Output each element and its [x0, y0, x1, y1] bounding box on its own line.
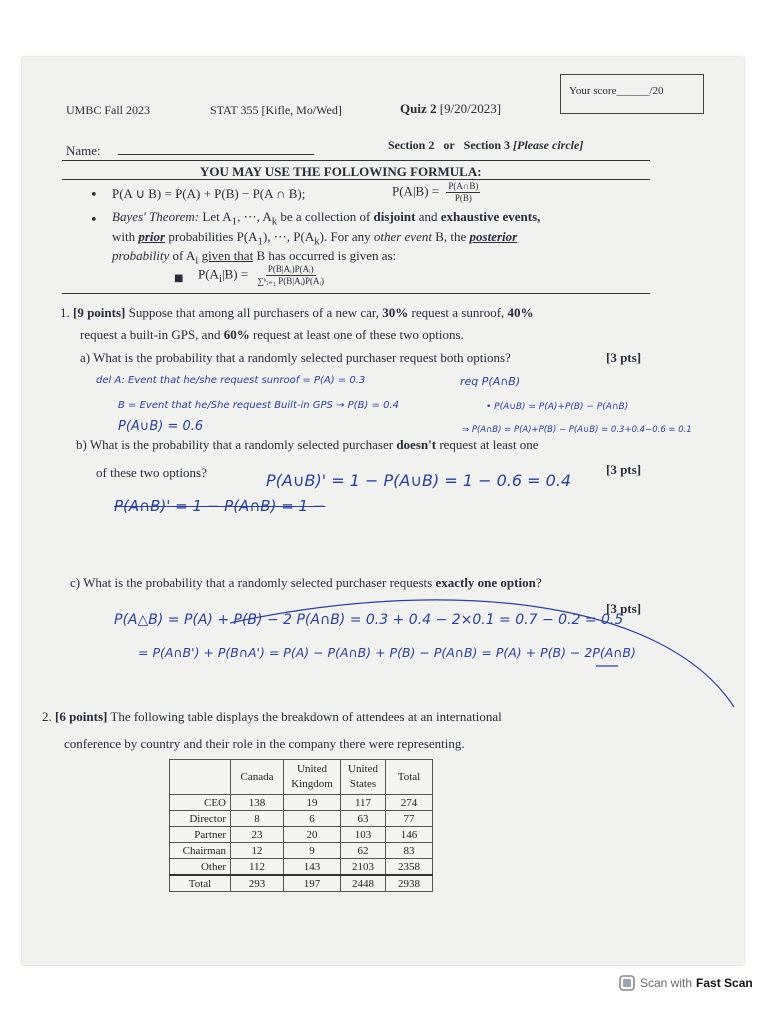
- hw-a-formula-2: ⇒ P(A∩B) = P(A)+P(B) − P(A∪B) = 0.3+0.4−0.6 = 0.1: [462, 425, 692, 435]
- hw-a-line-3: P(A∪B) = 0.6: [118, 419, 204, 434]
- watermark-prefix: Scan with: [640, 976, 693, 990]
- bayes-text-3: be a collection of: [277, 209, 374, 224]
- row-label: Partner: [170, 827, 231, 843]
- cell: 83: [386, 843, 433, 859]
- cell: 6: [284, 811, 341, 827]
- table-header-row: [170, 760, 433, 795]
- bayes-exhaustive: exhaustive events,: [440, 209, 541, 224]
- quiz-label: Quiz 2: [400, 101, 437, 116]
- bayes-num: P(B|Aᵢ)P(Aᵢ): [267, 264, 314, 274]
- section-2: Section 2: [388, 138, 435, 152]
- bayes-prior: prior: [138, 229, 166, 244]
- formula-union: P(A ∪ B) = P(A) + P(B) − P(A ∩ B);: [112, 186, 306, 201]
- q2-text-1: The following table displays the breakdown of attendees at an international: [107, 709, 502, 724]
- header-us: United States: [341, 760, 386, 795]
- sub-k: k: [271, 215, 278, 228]
- bayes-text-8: B, the: [431, 229, 470, 244]
- q1c-text-2: ?: [535, 575, 542, 590]
- cell: 2938: [386, 875, 433, 892]
- quiz-paper: [22, 57, 744, 965]
- table-row: [170, 843, 433, 859]
- hw-c-line-1: P(A△B) = P(A) + P(B) − 2 P(A∩B) = 0.3 + 0.4 − 2×0.1 = 0.7 − 0.2 = 0.5: [114, 612, 624, 628]
- quiz-date: [9/20/2023]: [439, 101, 502, 116]
- q1-text-3: request a built-in GPS, and: [80, 327, 224, 342]
- name-label: Name:: [66, 143, 101, 158]
- bullet-3: ■: [174, 273, 184, 284]
- hw-b-line-1: P(A∪B)' = 1 − P(A∪B) = 1 − 0.6 = 0.4: [266, 471, 572, 490]
- bayes-disjoint: disjoint: [373, 209, 416, 224]
- q1-text-2: request a sunroof,: [408, 305, 508, 320]
- cell: 8: [231, 811, 284, 827]
- q1-text-4: request at least one of these two options.: [249, 327, 464, 342]
- scan-watermark: [618, 972, 753, 994]
- bayes-text-5: probabilities P(A: [165, 229, 258, 244]
- bayes-text-6: ), ⋯, P(A: [262, 229, 315, 244]
- cell: 77: [386, 811, 433, 827]
- bayes-given-that: given that: [201, 248, 254, 263]
- bayes-posterior: posterior: [469, 229, 518, 244]
- total-label: Total: [170, 875, 231, 892]
- bayes-text-2: , ⋯, A: [237, 209, 272, 224]
- row-label: Chairman: [170, 843, 231, 859]
- q1b-pts: [3 pts]: [606, 462, 642, 477]
- cond-lhs: P(A|B) =: [392, 183, 440, 199]
- bullet-2: •: [90, 213, 98, 228]
- hw-a-line-1: del A: Event that he/she request sunroof = P(A) = 0.3: [96, 375, 366, 386]
- hw-a-req: req P(A∩B): [460, 375, 521, 388]
- bayes-and: and: [415, 209, 441, 224]
- q1a-pts: [3 pts]: [606, 350, 642, 365]
- hw-a-formula-1: • P(A∪B) = P(A)+P(B) − P(A∩B): [486, 402, 629, 412]
- bayes-text-4: with: [112, 229, 139, 244]
- bayes-other-event: other event: [373, 229, 432, 244]
- sub-1: 1: [231, 215, 238, 228]
- q1-points: [9 points]: [73, 305, 126, 320]
- bayes-lhs-2: |B) =: [221, 266, 249, 282]
- q1b-line-2: of these two options?: [96, 465, 207, 480]
- table-row: [170, 795, 433, 811]
- cell: 117: [341, 795, 386, 811]
- q1c-pts: [3 pts]: [606, 601, 642, 616]
- cell: 2358: [386, 859, 433, 876]
- cell: 112: [231, 859, 284, 876]
- section-3: Section 3: [463, 138, 511, 152]
- cell: 138: [231, 795, 284, 811]
- q2-line-2: conference by country and their role in the company there were representing.: [64, 736, 465, 751]
- cell: 19: [284, 795, 341, 811]
- score-label: Your score______/20: [569, 85, 664, 97]
- header-uk: United Kingdom: [284, 760, 341, 795]
- sub-i2: i: [218, 273, 222, 286]
- cell: 146: [386, 827, 433, 843]
- cell: 63: [341, 811, 386, 827]
- q1b-doesnt: doesn't: [396, 437, 437, 452]
- bayes-text-10: B has occurred is given as:: [253, 248, 397, 263]
- hw-b-scratch: P(A∩B)' = 1 − P(A∩B) = 1 −: [114, 497, 326, 515]
- table-row: [170, 859, 433, 876]
- sub-kb: k: [314, 235, 320, 248]
- q1a-text: a) What is the probability that a randomly selected purchaser request both options?: [80, 350, 511, 365]
- bayes-text-9: of A: [169, 248, 196, 263]
- bayes-probability: probability: [112, 248, 170, 263]
- formula-heading: YOU MAY USE THE FOLLOWING FORMULA:: [200, 164, 482, 179]
- class-info: STAT 355 [Kifle, Mo/Wed]: [210, 103, 342, 117]
- attendee-table: [169, 759, 433, 892]
- row-label: CEO: [170, 795, 231, 811]
- sub-i: i: [195, 254, 199, 267]
- scan-app-icon: [618, 974, 636, 992]
- q1b-text-2: request at least one: [436, 437, 539, 452]
- bayes-text-1: Let A: [199, 209, 232, 224]
- cell: 9: [284, 843, 341, 859]
- cell: 12: [231, 843, 284, 859]
- q2-number: 2.: [42, 709, 52, 724]
- header-canada: Canada: [231, 760, 284, 795]
- bayes-den: ∑ᵏᵢ₌₁ P(B|Aᵢ)P(Aᵢ): [257, 276, 325, 286]
- q1c-text-1: c) What is the probability that a randomly selected purchaser requests: [70, 575, 436, 590]
- bayes-lhs: P(A: [198, 266, 219, 282]
- bullet-1: •: [90, 188, 98, 203]
- row-label: Other: [170, 859, 231, 876]
- q1-text-1: Suppose that among all purchasers of a new car,: [125, 305, 383, 320]
- hw-c-line-2: = P(A∩B') + P(B∩A') = P(A) − P(A∩B) + P(B) − P(A∩B) = P(A) + P(B) − 2P(A∩B): [138, 645, 636, 660]
- cond-den: P(B): [454, 193, 472, 203]
- q1-pct30: 30%: [382, 305, 409, 320]
- cell: 20: [284, 827, 341, 843]
- table-row: [170, 827, 433, 843]
- q2-line-1: [42, 709, 502, 725]
- cell: 293: [231, 875, 284, 892]
- circle-note: [Please circle]: [513, 138, 584, 152]
- q1-pct60: 60%: [223, 327, 250, 342]
- hw-a-line-2: B = Event that he/She request Built-in GPS → P(B) = 0.4: [118, 400, 399, 411]
- cell: 62: [341, 843, 386, 859]
- cell: 2103: [341, 859, 386, 876]
- q1b-text-1: b) What is the probability that a randomly selected purchaser: [76, 437, 397, 452]
- watermark-brand: Fast Scan: [696, 976, 753, 990]
- cell: 23: [231, 827, 284, 843]
- cell: 197: [284, 875, 341, 892]
- section-or: or: [443, 138, 455, 152]
- q1-pct40: 40%: [507, 305, 534, 320]
- course-label: UMBC Fall 2023: [66, 103, 151, 117]
- table-total-row: [170, 875, 433, 892]
- row-label: Director: [170, 811, 231, 827]
- cell: 274: [386, 795, 433, 811]
- cell: 103: [341, 827, 386, 843]
- sub-1b: 1: [257, 235, 263, 248]
- q1-number: 1.: [60, 305, 70, 320]
- cell: 143: [284, 859, 341, 876]
- cell: 2448: [341, 875, 386, 892]
- bayes-label: Bayes' Theorem:: [112, 209, 200, 224]
- header-total: Total: [386, 760, 433, 795]
- table-row: [170, 811, 433, 827]
- cond-num: P(A∩B): [448, 181, 479, 191]
- bayes-text-7: ). For any: [319, 229, 374, 244]
- q2-points: [6 points]: [55, 709, 108, 724]
- q1c-exactly-one: exactly one option: [435, 575, 536, 590]
- table-corner: [170, 760, 231, 795]
